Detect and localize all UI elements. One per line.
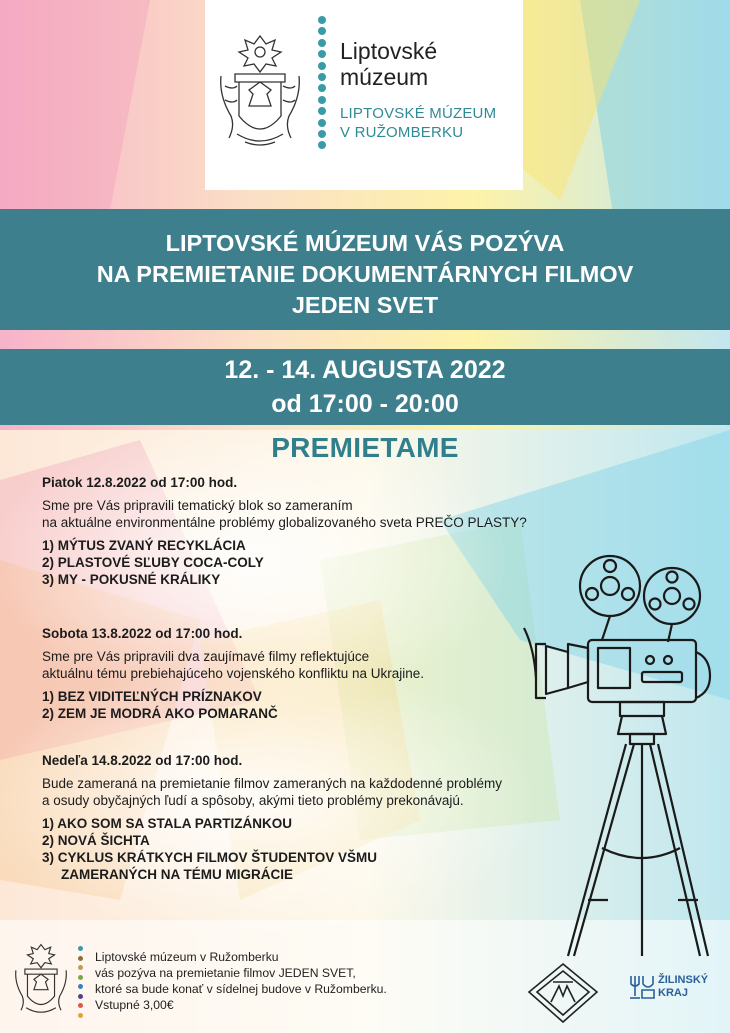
movie-camera-icon	[522, 548, 718, 958]
day-description	[42, 775, 502, 809]
region-name	[658, 974, 708, 1000]
banner-line3: JEDEN SVET	[291, 292, 439, 318]
film-list	[42, 537, 527, 588]
section-title: PREMIETAME	[271, 432, 459, 463]
footer-line: Liptovské múzeum v Ružomberku	[95, 950, 279, 964]
description-line: a osudy obyčajných ľudí a spôsoby, akými tieto problémy prekonávajú.	[42, 793, 464, 808]
description-line: aktuálnu tému prebiehajúceho vojenského konfliktu na Ukrajine.	[42, 666, 424, 681]
day-heading: Piatok 12.8.2022 od 17:00 hod.	[42, 475, 238, 490]
museum-logo-box	[205, 0, 523, 190]
brand-line1: Liptovské	[340, 38, 438, 64]
date-banner	[0, 349, 730, 425]
brand-sub1: LIPTOVSKÉ MÚZEUM	[340, 105, 497, 122]
brand-subtitle	[340, 104, 496, 142]
brand-title	[340, 38, 437, 90]
partner-logo-icon	[527, 962, 599, 1024]
footer-line: Vstupné 3,00€	[95, 998, 174, 1012]
program-day-3	[42, 752, 502, 883]
film-item: 1) BEZ VIDITEĽNÝCH PRÍZNAKOV	[42, 689, 262, 704]
footer-text	[95, 949, 387, 1013]
banner-time: od 17:00 - 20:00	[271, 390, 459, 418]
description-line: Sme pre Vás pripravili tematický blok so zameraním	[42, 498, 353, 513]
film-item: 1) AKO SOM SA STALA PARTIZÁNKOU	[42, 816, 292, 831]
footer-line: vás pozýva na premietanie filmov JEDEN SVET,	[95, 966, 356, 980]
film-item: ZAMERANÝCH NA TÉMU MIGRÁCIE	[61, 867, 293, 882]
description-line: Sme pre Vás pripravili dva zaujímavé filmy reflektujúce	[42, 649, 370, 664]
program-day-1	[42, 474, 527, 588]
film-item: 2) NOVÁ ŠICHTA	[42, 833, 150, 848]
footer-crest-icon	[12, 940, 70, 1020]
footer-dots	[78, 946, 83, 1022]
day-description	[42, 648, 424, 682]
day-heading: Sobota 13.8.2022 od 17:00 hod.	[42, 626, 243, 641]
invitation-banner	[0, 209, 730, 330]
footer-line: ktoré sa bude konať v sídelnej budove v Ružomberku.	[95, 982, 387, 996]
museum-crest-icon	[215, 30, 305, 152]
film-item: 2) PLASTOVÉ SĽUBY COCA-COLY	[42, 555, 264, 570]
banner-dates: 12. - 14. AUGUSTA 2022	[224, 356, 506, 384]
region-name-line: ŽILINSKÝ	[658, 974, 709, 986]
film-list	[42, 688, 424, 722]
banner-line1: LIPTOVSKÉ MÚZEUM VÁS POZÝVA	[165, 230, 565, 256]
film-item: 2) ZEM JE MODRÁ AKO POMARANČ	[42, 706, 278, 721]
region-name-line: KRAJ	[658, 987, 688, 999]
brand-sub2: V RUŽOMBERKU	[340, 124, 464, 141]
day-description	[42, 497, 527, 531]
logo-dots	[318, 16, 326, 153]
film-item: 3) MY - POKUSNÉ KRÁLIKY	[42, 572, 221, 587]
film-item: 1) MÝTUS ZVANÝ RECYKLÁCIA	[42, 538, 246, 553]
film-list	[42, 815, 502, 883]
description-line: na aktuálne environmentálne problémy globalizovaného sveta PREČO PLASTY?	[42, 515, 527, 530]
brand-line2: múzeum	[340, 64, 429, 90]
banner-line2: NA PREMIETANIE DOKUMENTÁRNYCH FILMOV	[96, 261, 634, 287]
film-item: 3) CYKLUS KRÁTKYCH FILMOV ŠTUDENTOV VŠMU	[42, 850, 378, 865]
program-day-2	[42, 625, 424, 722]
zilinsky-kraj-logo	[628, 972, 709, 1012]
description-line: Bude zameraná na premietanie filmov zameraných na každodenné problémy	[42, 776, 503, 791]
region-emblem-icon	[628, 972, 656, 1002]
day-heading: Nedeľa 14.8.2022 od 17:00 hod.	[42, 753, 243, 768]
